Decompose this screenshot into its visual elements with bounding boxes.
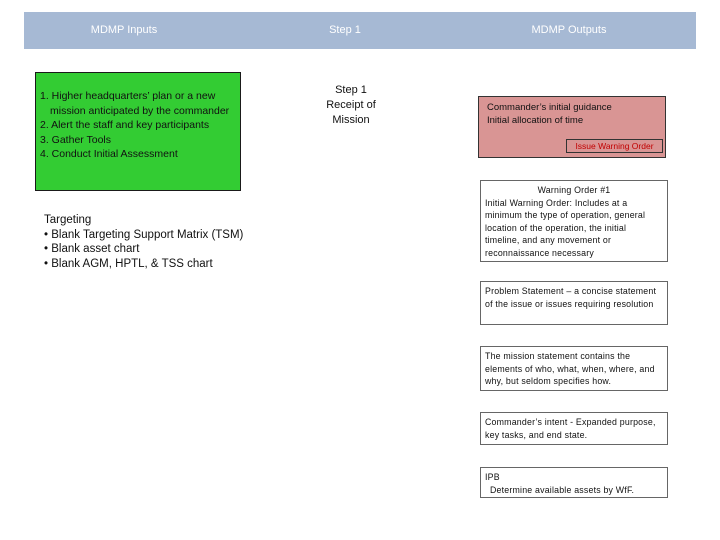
header-bar — [24, 12, 696, 49]
step-label-line-1: Step 1 — [335, 84, 367, 96]
input-item-1: 1. Higher headquarters’ plan or a new mission anticipated by the commander — [40, 90, 230, 117]
step-label-line-3: Mission — [332, 114, 370, 126]
header-mdmp-inputs: MDMP Inputs — [90, 24, 158, 36]
targeting-title: Targeting — [44, 214, 92, 226]
guidance-line-2: Initial allocation of time — [487, 115, 584, 126]
header-step-1: Step 1 — [329, 24, 361, 36]
commanders-intent-box — [480, 412, 668, 445]
input-item-3: 3. Gather Tools — [40, 133, 112, 146]
targeting-item-2: • Blank asset chart — [44, 243, 140, 255]
step-label — [316, 83, 386, 128]
commanders-intent-text: Commander’s intent - Expanded purpose, key tasks, and end state. — [485, 417, 656, 440]
problem-statement-text: Problem Statement – a concise statement of the issue or issues requiring resolution — [485, 286, 657, 309]
warning-order-text: Initial Warning Order: Includes at a minimum the type of operation, general location of the operation, the initial timeline, and any movement or reconnaissance necessary — [485, 197, 646, 258]
warning-order-title: Warning Order #1 — [537, 185, 611, 195]
input-item-4: 4. Conduct Initial Assessment — [40, 148, 178, 161]
input-item-2: 2. Alert the staff and key participants — [40, 119, 210, 132]
problem-statement-box — [480, 281, 668, 325]
mission-statement-text: The mission statement contains the elements of who, what, when, where, and why, but seldom specifies how. — [485, 351, 655, 387]
mdmp-inputs-box — [35, 72, 241, 191]
targeting-item-3: • Blank AGM, HPTL, & TSS chart — [44, 257, 213, 270]
step-label-line-2: Receipt of — [326, 99, 376, 111]
ipb-title: IPB — [485, 472, 500, 482]
issue-warning-order-button[interactable]: Issue Warning Order — [566, 139, 663, 153]
ipb-box — [480, 467, 668, 498]
mission-statement-box — [480, 346, 668, 391]
warning-order-box — [480, 180, 668, 262]
ipb-text: Determine available assets by WfF. — [490, 484, 635, 495]
header-mdmp-outputs: MDMP Outputs — [531, 24, 607, 36]
guidance-line-1: Commander’s initial guidance — [487, 102, 612, 113]
targeting-list — [44, 213, 244, 271]
targeting-item-1: • Blank Targeting Support Matrix (TSM) — [44, 228, 244, 241]
